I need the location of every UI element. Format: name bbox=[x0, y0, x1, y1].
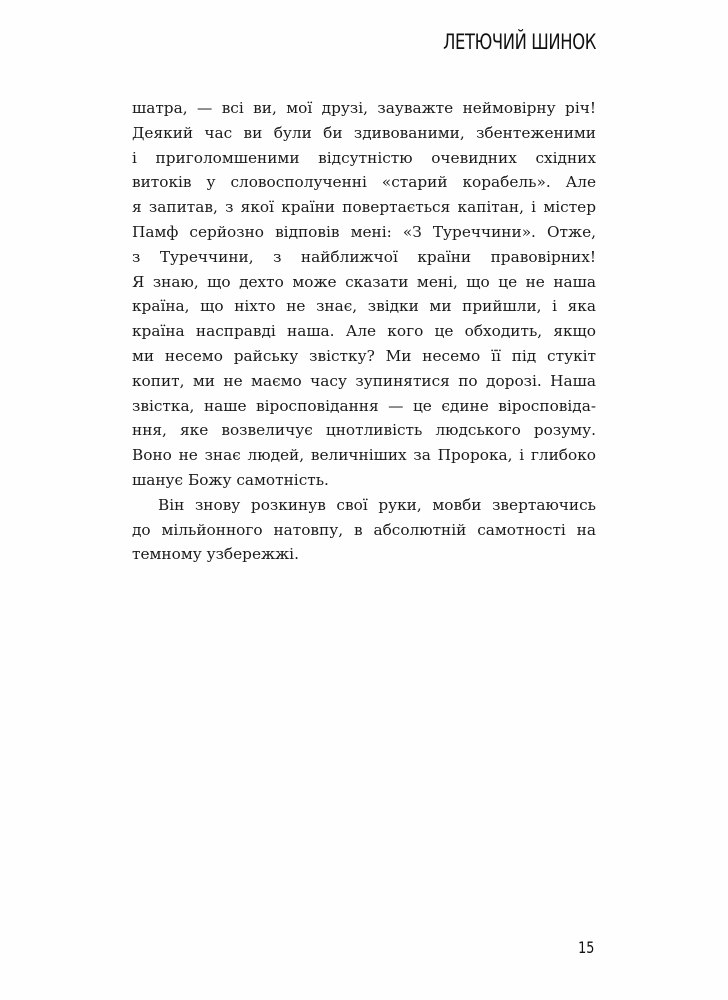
text-line: Він знову розкинув свої руки, мовби звертаючись bbox=[158, 495, 596, 514]
text-line: я запитав, з якої країни повертається капітан, і містер bbox=[132, 198, 596, 217]
text-line: шатра, — всі ви, мої друзі, зауважте неймовірну річ! bbox=[132, 99, 596, 117]
text-line: шанує Божу самотність. bbox=[132, 470, 329, 489]
text-line: витоків у словосполученні «старий корабель». Але bbox=[132, 173, 596, 192]
text-line: копит, ми не маємо часу зупинятися по дорозі. Наша bbox=[132, 371, 596, 390]
text-line: Воно не знає людей, величніших за Пророка, і глибоко bbox=[132, 446, 596, 465]
text-line: звістка, наше віросповідання — це єдине віросповіда- bbox=[132, 396, 596, 415]
text-line: до мільйонного натовпу, в абсолютній самотності на bbox=[132, 520, 596, 539]
paragraph-1 bbox=[132, 96, 596, 493]
text-line: Памф серйозно відповів мені: «З Туреччини». Отже, bbox=[132, 222, 596, 241]
text-line: з Туреччини, з найближчої країни правовірних! bbox=[132, 247, 596, 266]
page-number: 15 bbox=[577, 938, 594, 957]
text-line: країна насправді наша. Але кого це обходить, якщо bbox=[132, 322, 596, 341]
text-line: ми несемо райську звістку? Ми несемо її під стукіт bbox=[132, 346, 596, 365]
paragraph-2 bbox=[132, 493, 596, 567]
running-head: ЛЕТЮЧИЙ ШИНОК bbox=[443, 30, 596, 54]
text-line: країна, що ніхто не знає, звідки ми прийшли, і яка bbox=[132, 297, 596, 316]
text-line: Я знаю, що дехто може сказати мені, що це не наша bbox=[132, 272, 596, 291]
body-text bbox=[132, 96, 596, 567]
text-line: Деякий час ви були би здивованими, збентеженими bbox=[132, 123, 596, 142]
text-line: і приголомшеними відсутністю очевидних східних bbox=[132, 148, 596, 167]
text-line: ння, яке возвеличує цнотливість людського розуму. bbox=[132, 421, 596, 440]
text-line: темному узбережжі. bbox=[132, 545, 299, 564]
